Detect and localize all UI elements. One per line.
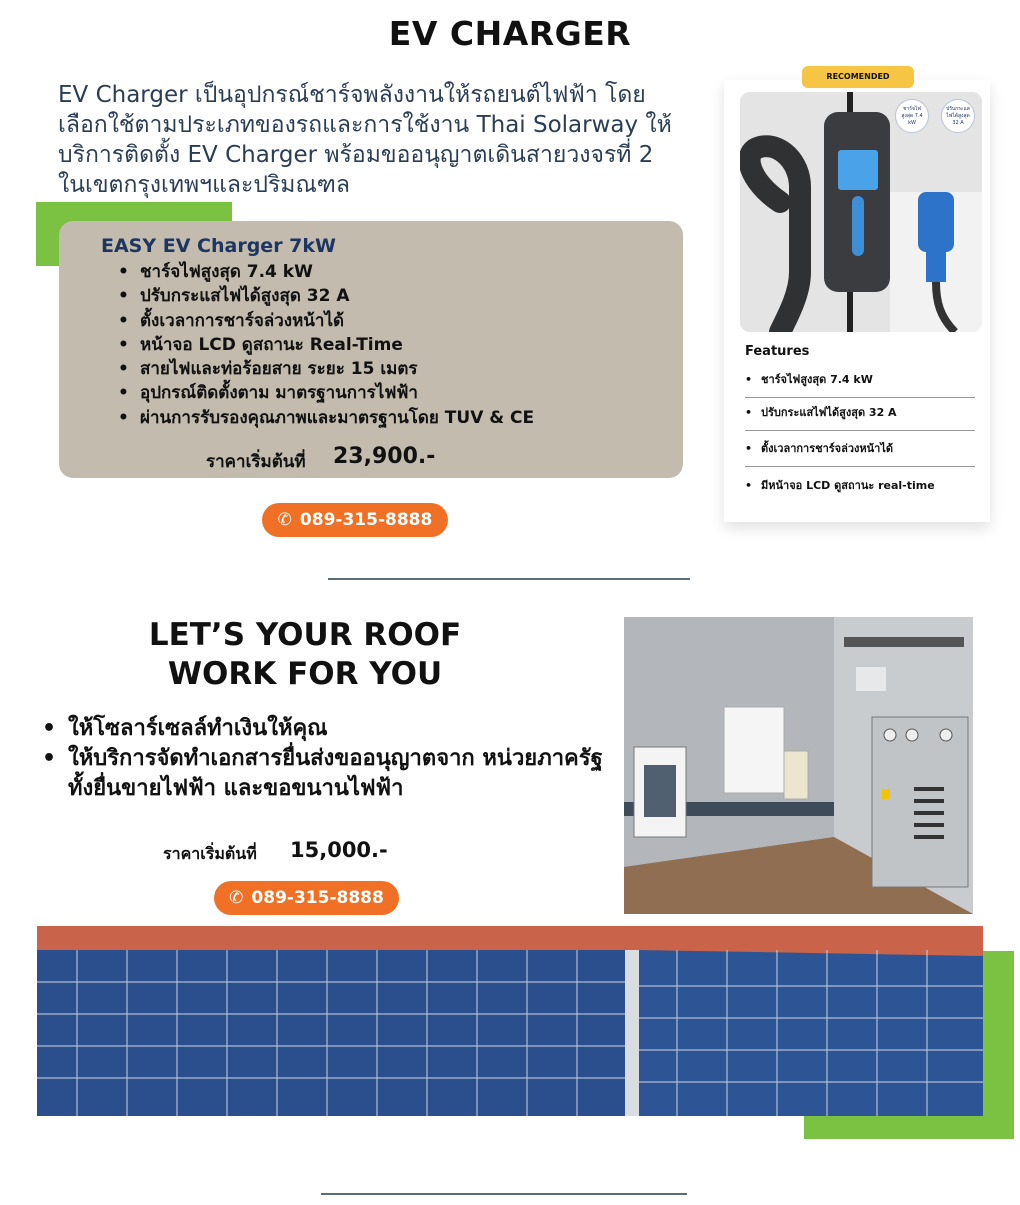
recommended-badge: RECOMENDED xyxy=(802,66,914,88)
features-title: Features xyxy=(745,344,810,359)
spec-item: • ตั้งเวลาการชาร์จล่วงหน้าได้ xyxy=(118,309,534,333)
roof-benefits-list xyxy=(42,714,622,804)
feature-item: • ปรับกระแสไฟได้สูงสุด 32 A xyxy=(745,403,975,431)
section-divider xyxy=(328,578,690,580)
power-spec-tag: ชาร์จไฟสูงสุด 7.4 kW xyxy=(895,99,929,133)
phone-call-button[interactable] xyxy=(214,881,399,915)
spec-item: • อุปกรณ์ติดตั้งตาม มาตรฐานการไฟฟ้า xyxy=(118,381,534,405)
ev-price-value: 23,900.- xyxy=(333,444,436,469)
current-spec-tag: ปรับกระแสไฟได้สูงสุด 32 A xyxy=(941,99,975,133)
feature-item: • มีหน้าจอ LCD ดูสถานะ real-time xyxy=(745,476,975,503)
roof-price-label: ราคาเริ่มต้นที่ xyxy=(163,844,257,863)
product-name: EASY EV Charger 7kW xyxy=(101,235,336,257)
phone-icon: ✆ xyxy=(277,510,292,530)
spec-list xyxy=(118,260,534,430)
ev-section-title: EV CHARGER xyxy=(388,14,632,53)
roof-title-line: LET’S YOUR ROOF xyxy=(148,617,462,653)
spec-item: • ปรับกระแสไฟได้สูงสุด 32 A xyxy=(118,284,534,308)
solar-panels-image xyxy=(37,926,983,1116)
ev-intro-text xyxy=(58,80,718,200)
spec-item: • สายไฟและท่อร้อยสาย ระยะ 15 เมตร xyxy=(118,357,534,381)
roof-benefit-item: • ให้บริการจัดทำเอกสารยื่นส่งขออนุญาตจาก หน่วยภาครัฐ ทั้งยื่นขายไฟฟ้า และขอขนานไฟฟ้า xyxy=(42,744,622,804)
phone-number: 089-315-8888 xyxy=(251,888,384,908)
spec-item: • ชาร์จไฟสูงสุด 7.4 kW xyxy=(118,260,534,284)
feature-item: • ตั้งเวลาการชาร์จล่วงหน้าได้ xyxy=(745,439,975,467)
roof-price-value: 15,000.- xyxy=(290,838,388,862)
ev-price-label: ราคาเริ่มต้นที่ xyxy=(206,452,306,472)
phone-call-button[interactable] xyxy=(262,503,448,537)
section-divider xyxy=(321,1193,687,1195)
intro-line: ในเขตกรุงเทพฯและปริมณฑล xyxy=(58,172,350,198)
phone-number: 089-315-8888 xyxy=(299,510,433,530)
feature-item: • ชาร์จไฟสูงสุด 7.4 kW xyxy=(745,370,975,398)
phone-icon: ✆ xyxy=(229,888,244,908)
intro-line: EV Charger เป็นอุปกรณ์ชาร์จพลังงานให้รถยนต์ไฟฟ้า โดย xyxy=(58,82,646,108)
roof-benefit-item: • ให้โซลาร์เซลล์ทำเงินให้คุณ xyxy=(42,714,622,744)
roof-title-line: WORK FOR YOU xyxy=(167,656,443,692)
electrical-room-image xyxy=(624,617,973,914)
intro-line: เลือกใช้ตามประเภทของรถและการใช้งาน Thai Solarway ให้ xyxy=(58,112,672,138)
roof-section-title xyxy=(140,616,470,694)
spec-item: • ผ่านการรับรองคุณภาพและมาตรฐานโดย TUV & CE xyxy=(118,406,534,430)
intro-line: บริการติดตั้ง EV Charger พร้อมขออนุญาตเดินสายวงจรที่ 2 xyxy=(58,142,654,168)
spec-item: • หน้าจอ LCD ดูสถานะ Real-Time xyxy=(118,333,534,357)
